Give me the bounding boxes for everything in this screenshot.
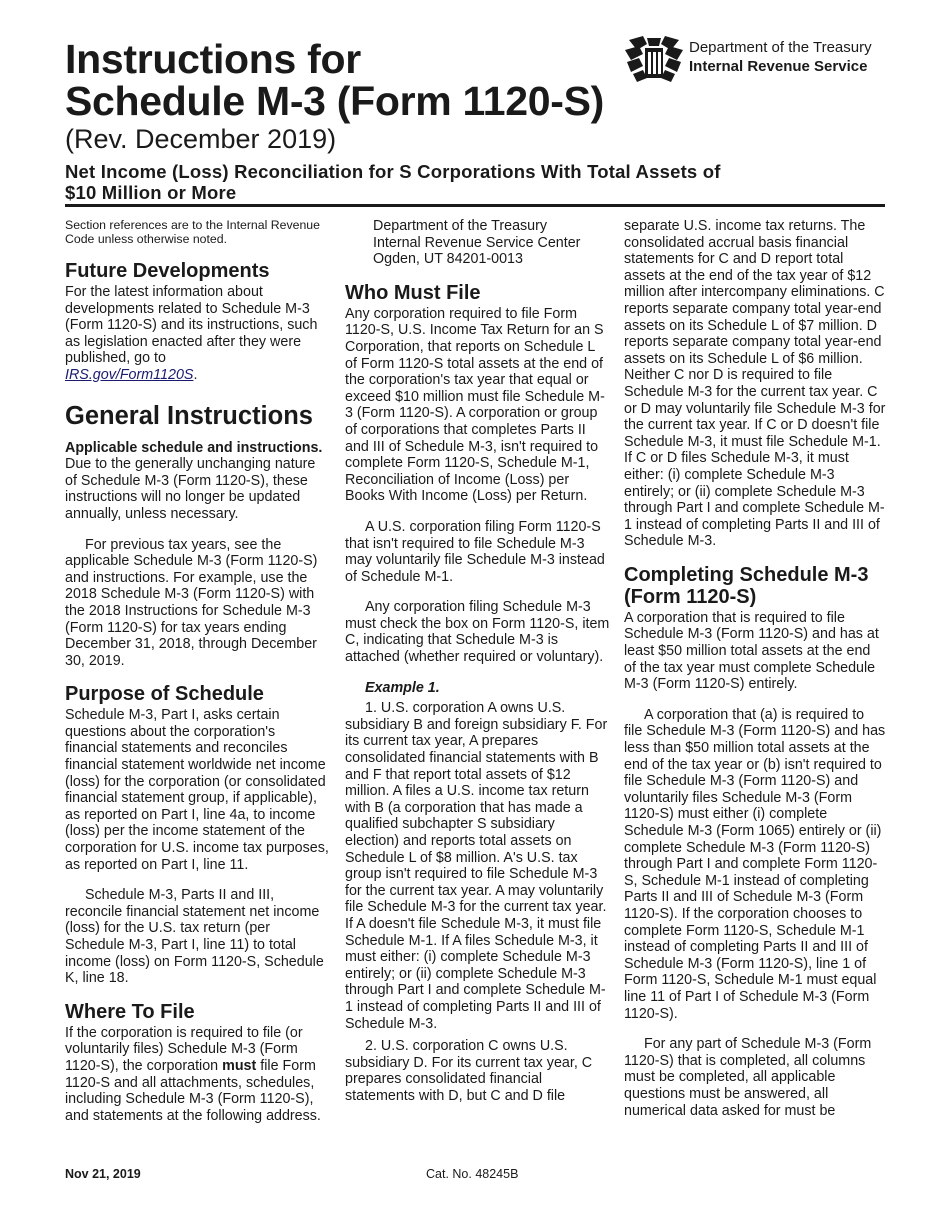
completing-paragraph-2: A corporation that (a) is required to file Schedule M-3 (Form 1120-S) and has less than $50 million total assets at the end of the tax year or (b) isn't required to file Schedule M-3 (Form 1120-S) and voluntarily files Schedule M-3 (Form 1120-S) must either (i) complete Schedule M-3 (Form 1065) entirely or (ii) complete Schedule M-3 (Form 1120-S) through Part I and complete Form 1120-S, Schedule M-1 instead of completing Parts II and III of Schedule M-3 (Form 1120-S). If the corporation chooses to complete Form 1120-S, Schedule M-1 instead of completing Parts II and III of Schedule M-3 (Form 1120-S), line 1 of Form 1120-S, Schedule M-1 must equal line 11 of Part I of Schedule M-3 (Form 1120-S).: [624, 706, 886, 1022]
address-line-3: Ogden, UT 84201-0013: [373, 251, 523, 268]
header-rule: [65, 204, 885, 207]
who-must-file-heading: Who Must File: [345, 281, 481, 304]
completing-paragraph-3: For any part of Schedule M-3 (Form 1120-S) that is completed, all columns must be completed, all applicable questions must be answered, all numerical data asked for must be: [624, 1036, 872, 1119]
completing-schedule-heading: Completing Schedule M-3 (Form 1120-S): [624, 563, 869, 608]
agency-irs: Internal Revenue Service: [689, 58, 868, 75]
subtitle-line-1: Net Income (Loss) Reconciliation for S Corporations With Total Assets of: [65, 161, 721, 182]
where-text-a: If the corporation is required to file (or voluntarily files) Schedule M-3 (Form 1120-S), the corporation: [65, 1024, 303, 1074]
applicable-schedule-lead: Applicable schedule and instructions.: [65, 439, 323, 456]
example-1-item-1: 1. U.S. corporation A owns U.S. subsidiary B and foreign subsidiary F. For its current tax year, A prepares consolidated financial statements with B and F that report total assets of $12 million. A files a U.S. income tax return with B (a corporation that has made a qualified subchapter S subsidiary election) and reports total assets on Schedule L of $8 million. A's U.S. tax group isn't required to file Schedule M-3 for the current tax year. A may voluntarily file Schedule M-3 for the current tax year. If A doesn't file Schedule M-3, it must file Schedule M-1. If A files Schedule M-3, it must either: (i) complete Schedule M-3 entirely; or (ii) complete Schedule M-3 through Part I and complete Schedule M-1 instead of completing Parts II and III of Schedule M-3.: [345, 700, 608, 1032]
agency-department: Department of the Treasury: [689, 39, 872, 56]
agency-text: [689, 38, 872, 76]
address-line-1: Department of the Treasury: [373, 218, 548, 234]
example-1-heading: Example 1.: [365, 679, 440, 696]
applicable-schedule-text: Due to the generally unchanging nature of Schedule M-3 (Form 1120-S), these instructions will no longer be updated annually, unless necessary.: [65, 456, 316, 522]
future-developments-body: For the latest information about developments related to Schedule M-3 (Form 1120-S) and its instructions, such as legislation enacted after they were published, go to: [65, 284, 318, 367]
applicable-schedule-paragraph: [65, 440, 330, 523]
column-2: [345, 218, 610, 1119]
column-3: [624, 218, 886, 1133]
example-continued-paragraph: separate U.S. income tax returns. The consolidated accrual basis financial statements for C and D report total assets at the end of the tax year of $12 million after intercompany eliminations. C reports separate company total year-end assets on its Schedule L of $7 million. D reports separate company total year-end assets on its Schedule L of $6 million. Neither C nor D is required to file Schedule M-3 for the current tax year. C or D may voluntarily file Schedule M-3 for the current tax year. If C or D doesn't file Schedule M-3, it must file Schedule M-1. If C or D files Schedule M-3, it must either: (i) complete Schedule M-3 entirely; or (ii) complete Schedule M-3 through Part I and complete Schedule M-1 instead of completing Parts II and III of Schedule M-3.: [624, 218, 886, 550]
who-must-file-paragraph-1: Any corporation required to file Form 1120-S, U.S. Income Tax Return for an S Corporation, that reports on Schedule L of Form 1120-S total assets at the end of the corporation's tax year that equal or exceed $10 million must file Schedule M-3 (Form 1120-S). A corporation or group of corporations that completes Parts II and III of Schedule M-3, isn't required to complete Form 1120-S, Schedule M-1, Reconciliation of Income (Loss) per Books With Income (Loss) per Return.: [345, 305, 605, 505]
where-text-b: file Form 1120-S and all attachments, schedules, including Schedule M-3 (Form 1120-S), and statements at the following address.: [65, 1057, 321, 1124]
footer-catalog-number: Cat. No. 48245B: [426, 1167, 519, 1181]
revision-date: (Rev. December 2019): [65, 124, 337, 154]
where-to-file-heading: Where To File: [65, 1000, 195, 1023]
where-must: must: [222, 1057, 257, 1074]
completing-paragraph-1: A corporation that is required to file Schedule M-3 (Form 1120-S) and has at least $50 million total assets at the end of the tax year must complete Schedule M-3 (Form 1120-S) entirely.: [624, 609, 879, 693]
purpose-paragraph-1: Schedule M-3, Part I, asks certain questions about the corporation's financial statements and reconciles financial statement worldwide net income (loss) for the corporation (or consolidated financial statement group, if applicable), as reported on Part I, line 4a, to income (loss) per the income statement of the corporation for U.S. income tax purposes, as reported on Part I, line 11.: [65, 707, 329, 873]
who-must-file-paragraph-2: A U.S. corporation filing Form 1120-S that isn't required to file Schedule M-3 may voluntarily file Schedule M-3 instead of Schedule M-1.: [345, 518, 605, 585]
irs-eagle-logo-icon: [623, 32, 685, 86]
previous-years-paragraph: For previous tax years, see the applicable Schedule M-3 (Form 1120-S) and instructions. For example, use the 2018 Schedule M-3 (Form 1120-S) with the 2018 Instructions for Schedule M-3 (Form 1120-S) for tax years ending December 31, 2018, through December 30, 2019.: [65, 536, 318, 669]
purpose-heading: Purpose of Schedule: [65, 683, 264, 706]
irs-form1120s-link[interactable]: IRS.gov/Form1120S: [65, 366, 194, 383]
future-developments-heading: Future Developments: [65, 260, 270, 282]
address-line-2: Internal Revenue Service Center: [373, 234, 581, 251]
example-1-item-2: 2. U.S. corporation C owns U.S. subsidiary D. For its current tax year, C prepares consolidated financial statements with D, but C and D file: [345, 1038, 593, 1104]
mailing-address: [345, 218, 610, 268]
where-to-file-paragraph: [65, 1025, 330, 1125]
general-instructions-heading: General Instructions: [65, 401, 313, 430]
who-must-file-paragraph-3: Any corporation filing Schedule M-3 must check the box on Form 1120-S, item C, indicating that Schedule M-3 is attached (whether required or voluntary).: [345, 599, 610, 666]
column-1: [65, 218, 330, 1138]
document-title: [65, 38, 625, 122]
agency-block: [623, 32, 872, 86]
title-line-2: Schedule M-3 (Form 1120-S): [65, 78, 605, 124]
future-period: .: [193, 366, 198, 383]
future-developments-text: [65, 284, 330, 384]
subtitle-line-2: $10 Million or More: [65, 182, 237, 203]
footer-date: Nov 21, 2019: [65, 1167, 141, 1181]
document-subtitle: [65, 161, 845, 203]
title-line-1: Instructions for: [65, 36, 361, 82]
section-references-note: Section references are to the Internal Revenue Code unless otherwise noted.: [65, 218, 320, 246]
purpose-paragraph-2: Schedule M-3, Parts II and III, reconcile financial statement net income (loss) for the U.S. tax return (per Schedule M-3, Part I, line 11) to total income (loss) on Form 1120-S, Schedule K, line 18.: [65, 887, 324, 987]
